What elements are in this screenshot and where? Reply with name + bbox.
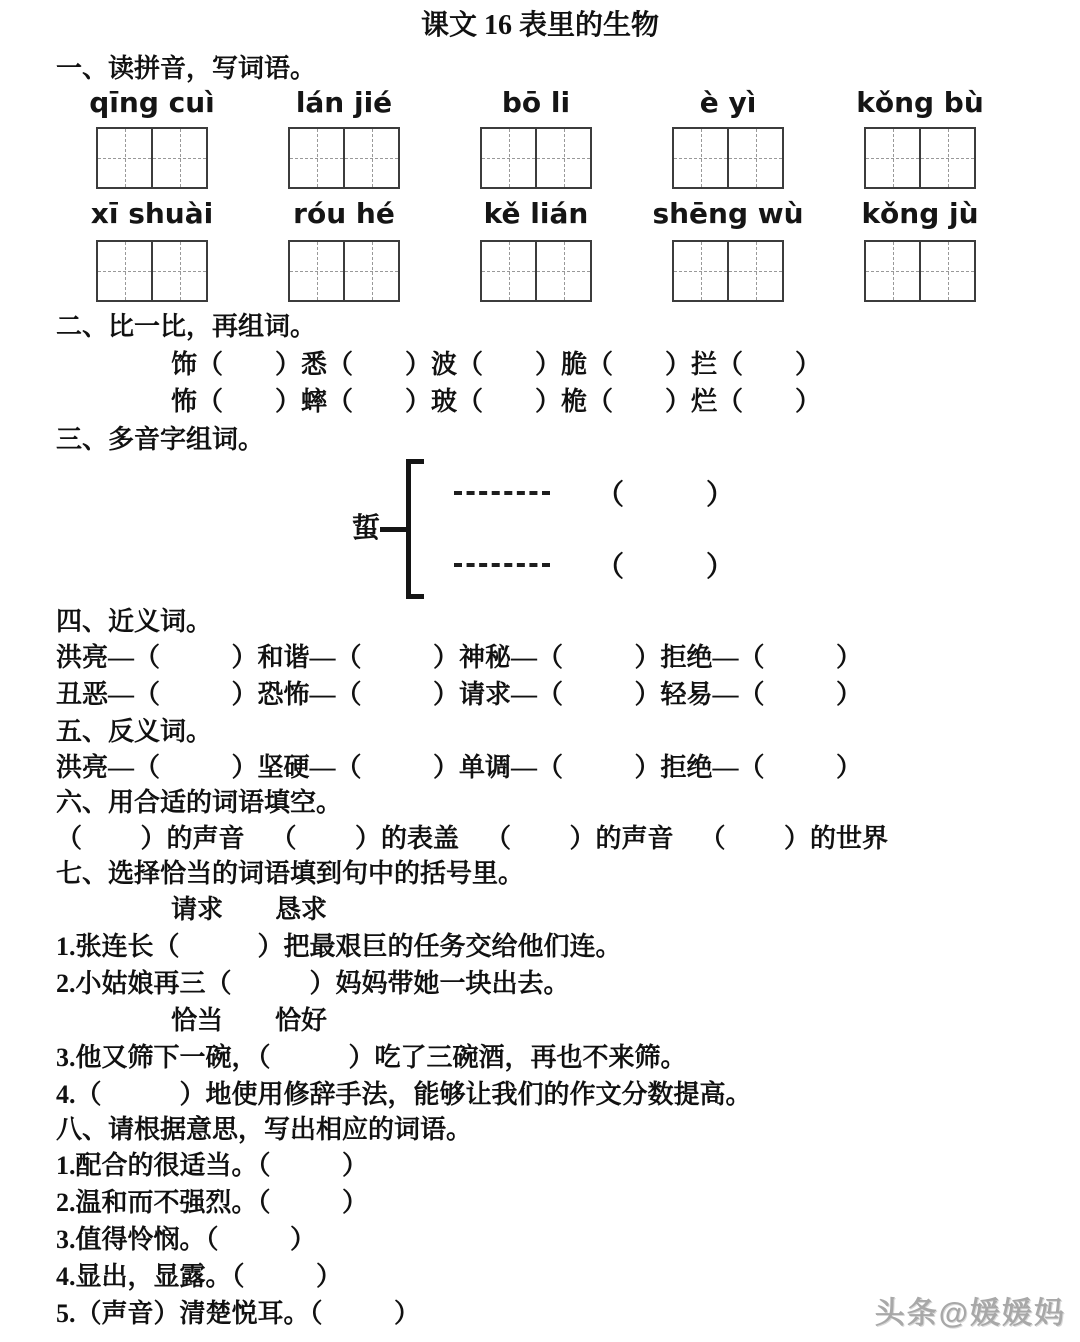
synonyms-line-2: 丑恶—（ ）恐怖—（ ）请求—（ ）轻易—（ ） — [56, 680, 863, 709]
pinyin-label: lán jié — [295, 86, 393, 119]
answer-line — [454, 491, 550, 495]
pinyin-label: è yì — [699, 86, 757, 119]
sentence-item-2: 2.小姑娘再三（ ）妈妈带她一块出去。 — [56, 969, 570, 998]
writing-grid — [480, 240, 592, 302]
grid-cell — [98, 242, 151, 300]
compare-words-line-2: 怖（ ）蟀（ ）玻（ ）桅（ ）烂（ ） — [171, 387, 822, 416]
compare-words-line-1: 饰（ ）悉（ ）波（ ）脆（ ）拦（ ） — [171, 350, 822, 379]
grid-cell — [482, 129, 535, 187]
grid-cell — [727, 242, 782, 300]
option-words-2: 恰当 恰好 — [171, 1006, 328, 1035]
sentence-item-1: 1.张连长（ ）把最艰巨的任务交给他们连。 — [56, 932, 622, 961]
grid-cell — [343, 242, 398, 300]
grid-cell — [674, 242, 727, 300]
writing-grid — [288, 240, 400, 302]
grid-cell — [866, 129, 919, 187]
pinyin-label: kǒng jù — [861, 197, 979, 230]
grid-cell — [535, 242, 590, 300]
section-three-heading: 三、多音字组词。 — [56, 425, 265, 454]
open-paren: （ — [596, 552, 625, 583]
writing-grid-row-2 — [0, 240, 1080, 302]
writing-grid — [672, 240, 784, 302]
meaning-item-4: 4.显出，显露。（ ） — [56, 1262, 343, 1291]
section-five-heading: 五、反义词。 — [56, 717, 213, 746]
watermark: 头条@媛媛妈 — [874, 1297, 1066, 1330]
pinyin-label: bō li — [501, 86, 571, 119]
pinyin-label: xī shuài — [90, 197, 214, 230]
section-six-heading: 六、用合适的词语填空。 — [56, 788, 343, 817]
writing-grid — [96, 240, 208, 302]
grid-cell — [98, 129, 151, 187]
answer-line — [454, 563, 550, 567]
bracket-connector — [380, 527, 406, 532]
section-seven-heading: 七、选择恰当的词语填到句中的括号里。 — [56, 859, 525, 888]
grid-cell — [151, 129, 206, 187]
grid-cell — [727, 129, 782, 187]
polyphone-branches — [454, 474, 734, 584]
grid-cell — [290, 129, 343, 187]
grid-cell — [290, 242, 343, 300]
grid-cell — [674, 129, 727, 187]
writing-grid — [864, 127, 976, 189]
open-paren: （ — [596, 480, 625, 511]
writing-grid-row-1 — [0, 127, 1080, 189]
section-two-heading: 二、比一比，再组词。 — [56, 312, 317, 341]
grid-cell — [535, 129, 590, 187]
pinyin-label: kě lián — [483, 197, 589, 230]
close-paren: ） — [706, 480, 735, 511]
grid-cell — [919, 242, 974, 300]
grid-cell — [866, 242, 919, 300]
meaning-item-1: 1.配合的很适当。（ ） — [56, 1151, 369, 1180]
polyphone-character: 蜇 — [352, 513, 381, 544]
pinyin-row-1 — [0, 86, 1080, 120]
option-words-1: 请求 恳求 — [171, 895, 328, 924]
grid-cell — [482, 242, 535, 300]
fill-blank-line: （ ）的声音 （ ）的表盖 （ ）的声音 （ ）的世界 — [56, 824, 889, 853]
polyphone-diagram — [352, 459, 1080, 599]
writing-grid — [480, 127, 592, 189]
meaning-item-5: 5.（声音）清楚悦耳。（ ） — [56, 1299, 421, 1328]
polyphone-branch-2 — [454, 546, 734, 584]
close-paren: ） — [706, 552, 735, 583]
meaning-item-2: 2.温和而不强烈。（ ） — [56, 1188, 369, 1217]
pinyin-label: shēng wù — [652, 197, 804, 230]
pinyin-label: qīng cuì — [89, 86, 215, 119]
synonyms-line-1: 洪亮—（ ）和谐—（ ）神秘—（ ）拒绝—（ ） — [56, 643, 863, 672]
bracket — [406, 459, 424, 599]
meaning-item-3: 3.值得怜悯。（ ） — [56, 1225, 317, 1254]
sentence-item-4: 4.（ ）地使用修辞手法，能够让我们的作文分数提高。 — [56, 1080, 752, 1109]
grid-cell — [919, 129, 974, 187]
grid-cell — [343, 129, 398, 187]
page-title: 课文 16 表里的生物 — [420, 10, 659, 41]
writing-grid — [672, 127, 784, 189]
grid-cell — [151, 242, 206, 300]
sentence-item-3: 3.他又筛下一碗，（ ）吃了三碗酒，再也不来筛。 — [56, 1043, 687, 1072]
polyphone-branch-1 — [454, 474, 734, 512]
writing-grid — [288, 127, 400, 189]
antonyms-line: 洪亮—（ ）坚硬—（ ）单调—（ ）拒绝—（ ） — [56, 753, 863, 782]
writing-grid — [96, 127, 208, 189]
writing-grid — [864, 240, 976, 302]
pinyin-label: kǒng bù — [856, 86, 984, 119]
section-eight-heading: 八、请根据意思，写出相应的词语。 — [56, 1115, 473, 1144]
section-four-heading: 四、近义词。 — [56, 607, 213, 636]
section-one-heading: 一、读拼音，写词语。 — [56, 54, 317, 83]
pinyin-row-2 — [0, 197, 1080, 231]
pinyin-label: róu hé — [293, 197, 395, 230]
